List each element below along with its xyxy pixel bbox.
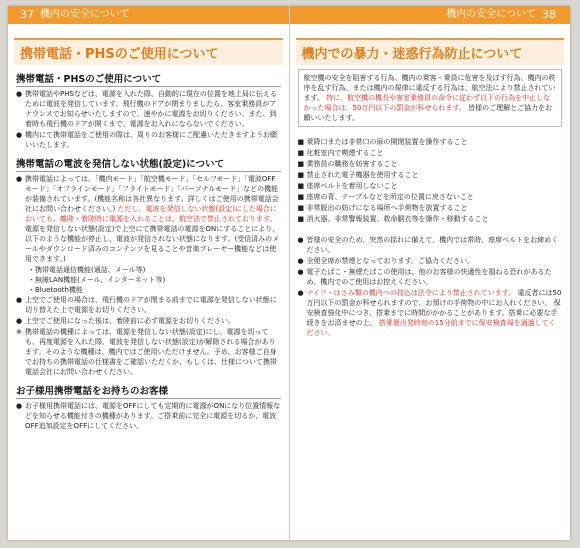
prohibited-item: ■ 消火器、非常警報装置、救命胴衣等を操作・移動すること — [298, 214, 563, 224]
booklet-spread — [8, 6, 570, 540]
page-left — [8, 6, 290, 540]
function-list — [16, 265, 281, 295]
subheading: 携帯電話の電波を発信しない状態(設定)について — [16, 156, 281, 172]
header-title: 機内の安全について — [446, 9, 536, 20]
section-banner: 機内での暴力・迷惑行為防止について — [296, 38, 565, 65]
list-item: ● お子様用携帯電話には、電源をOFFにしても定期的に電源がONになり位置情報などを知らせる機能付きの機種があります。ご搭乗前に完全に電源を切るか、電波OFF追加設定をOFFにしてください。 — [16, 401, 281, 431]
section-body — [8, 401, 289, 431]
prohibited-list — [290, 137, 571, 224]
warning-text: 搭乗便出発時刻の15分前までに保安検査場を通過してください。 — [306, 319, 556, 337]
page-number: 37 — [20, 8, 34, 21]
warning-text: ナイフ・はさみ類の機内への持込は法令により禁止されています。 — [306, 289, 516, 297]
warning-text: 特に、航空機の機長や客室乗務員の命令に従わず以下の行為を中止しなかった場合は、50万円以下の罰金が科せられます。 — [303, 94, 551, 112]
warning-text: ただし、電波を発信しない状態(設定)にした場合においても、離陸・着陸時に電源を入れることは、航空法で禁止されております。 — [25, 205, 277, 223]
safety-notes — [290, 235, 571, 338]
prohibited-item: ■ 非常脱出の妨げになる場所へ手荷物を放置すること — [298, 203, 563, 213]
page-number: 38 — [542, 8, 556, 21]
page-header — [8, 6, 289, 24]
note-item: ※ 携帯電話の機種によっては、電源を発信しない状態(設定)にし、電源を切っても、再度電源を入れた際、電波を発信しない状態(設定)が解除される場合があります。そのような機種は、機内ではご使用いただけません。予め、お客様ご自身でお持ちの携帯電話の仕様書をご確認いただくか、もしくは、仕様について携帯電話会社にお問い合わせください。 — [16, 327, 281, 377]
paragraph: 電源を発信しない状態(設定)で上空にて携帯電話の電源をONにすることにより、以下のような機能が停止し、電波が発信されない状態になります。(受信済みのメールやダウンロード済みのコンテンツを見ることや音楽プレーヤー機能などは使用できます。) — [25, 225, 280, 263]
prohibited-item: ■ 業務員の職務を妨害すること — [298, 159, 563, 169]
subheading: 携帯電話・PHSのご使用について — [16, 71, 281, 87]
list-item: ● 上空でご使用になった後は、着陸前に必ず電源をお切りください。 — [16, 316, 281, 326]
section-banner: 携帯電話・PHSのご使用について — [14, 38, 283, 65]
paragraph: 携帯電話によっては、「機内モード」「航空機モード」「セルフモード」「電波OFFモード」「オフラインモード」「フライトモード」「パーソナルモード」などの機能が装備されています。(機能名称は各社異なります。詳しくはご使用の携帯電話会社にお問い合わせください。) — [25, 175, 279, 213]
intro-text: 航空機の安全を阻害する行為、機内の乗客・乗員に危害を及ぼす行為、機内の秩序を乱す行為、または機内の規律に違反する行為は、航空法により禁止されています。 — [303, 74, 556, 102]
subheading: お子様用携帯電話をお持ちのお客様 — [16, 383, 281, 399]
list-item — [298, 288, 563, 338]
paragraph: 保安検査強化中につき、搭乗までに時間がかかることがあります。搭乗に必要な手続きをお済ませの上、 — [306, 299, 561, 327]
function-item: ・携帯電話通信機能(通話、メール等) — [28, 266, 146, 274]
prohibited-item: ■ 乗降口または非常口の扉の開閉装置を操作すること — [298, 137, 563, 147]
intro-tail: 皆様のご理解とご協力をお願いいたします。 — [303, 104, 553, 122]
list-item: ● 上空でご使用の場合は、飛行機のドアが閉まる前までに電源を発信しない状態に切り替えた上で電源をお切りください。 — [16, 295, 281, 315]
list-item: ● 皆様の安全のため、突然の揺れに備えて、機内では常時、座席ベルトをお締めください。 — [298, 235, 563, 255]
prohibited-item: ■ 禁止された電子機器を使用すること — [298, 170, 563, 180]
paragraph: 違反者には50万円以下の罰金が科せられますので、お預けの手荷物の中にお入れください。 — [306, 289, 562, 307]
prohibited-item: ■ 座席ベルトを着用しないこと — [298, 181, 563, 191]
list-item: ● 全便全席が禁煙となっております。ご協力ください。 — [298, 256, 563, 266]
page-right — [290, 6, 571, 540]
section-body — [8, 89, 289, 150]
intro-box — [298, 69, 563, 127]
list-item — [16, 174, 281, 264]
list-item: ● 電子たばこ・無煙たばこの使用は、他のお客様の快適性を損ねる恐れがあるため、機内でのご使用はお控えください。 — [298, 267, 563, 287]
section-body — [8, 174, 289, 377]
function-item: ・無線LAN機能(メール、インターネット等) — [28, 276, 166, 284]
page-header — [290, 6, 571, 24]
list-item: ● 携帯電話やPHSなどは、電源を入れた際、自動的に現在の位置を地上局に伝えるために電波を発信しています。飛行機のドアが閉まりましたら、客室乗務員がアナウンスでお知らせいたしますので、速やかに電源をお切りください。また、到着時も飛行機のドアが開くまで、電源をお入れにならないでください。 — [16, 89, 281, 129]
function-item: ・Bluetooth機能 — [28, 286, 83, 294]
header-title: 機内の安全について — [40, 9, 130, 20]
prohibited-item: ■ 座席の背、テーブルなどを所定の位置に戻さないこと — [298, 192, 563, 202]
prohibited-item: ■ 化粧室内で喫煙すること — [298, 148, 563, 158]
list-item: ● 機内にて携帯電話をご使用の際は、周りのお客様にご配慮いただきますようお願いいたします。 — [16, 130, 281, 150]
